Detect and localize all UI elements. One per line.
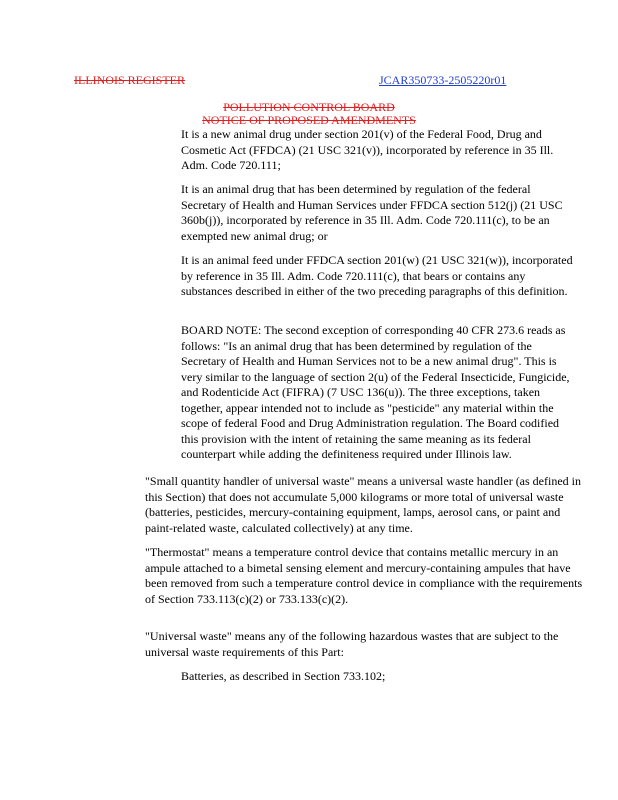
paragraph-exempted-animal-drug: It is an animal drug that has been determined by regulation of the federal Secretary of Health and Human Services under FFDCA section 512(j) (21 USC 360b(j)), incorporated by reference in 35 Ill. Adm. Code 720.111(c), to be an exempted new animal drug; or [181, 182, 563, 243]
register-header: ILLINOIS REGISTER [74, 73, 185, 87]
notice-title: NOTICE OF PROPOSED AMENDMENTS [202, 113, 416, 127]
paragraph-new-animal-drug: It is a new animal drug under section 201(v) of the Federal Food, Drug and Cosmetic Act (FFDCA) (21 USC 321(v)), incorporated by reference in 35 Ill. Adm. Code 720.111; [181, 127, 554, 172]
list-item-batteries: Batteries, as described in Section 733.102; [181, 669, 386, 683]
paragraph-animal-feed: It is an animal feed under FFDCA section 201(w) (21 USC 321(w)), incorporated by reference in 35 Ill. Adm. Code 720.111(c), that bears or contains any substances described in either of the two preceding paragraphs of this definition. [181, 253, 573, 298]
board-note: BOARD NOTE: The second exception of corresponding 40 CFR 273.6 reads as follows: "Is an animal drug that has been determined by regulation of the Secretary of Health and Human Services not to be a new animal drug". This is very similar to the language of section 2(u) of the Federal Insecticide, Fungicide, and Rodenticide Act (FIFRA) (7 USC 136(u)). The three exceptions, taken together, appear intended not to include as "pesticide" any material within the scope of federal Food and Drug Administration regulation. The Board codified this provision with the intent of retaining the same meaning as its federal counterpart while adding the definiteness required under Illinois law. [181, 323, 570, 461]
agency-title: POLLUTION CONTROL BOARD [223, 100, 395, 114]
definition-small-quantity-handler: "Small quantity handler of universal waste" means a universal waste handler (as defined in this Section) that does not accumulate 5,000 kilograms or more total of universal waste (batteries, pesticides, mercury-containing equipment, lamps, aerosol cans, or paint and paint-related waste, calculated collectively) at any time. [145, 474, 581, 535]
definition-thermostat: "Thermostat" means a temperature control device that contains metallic mercury in an ampule attached to a bimetal sensing element and mercury-containing ampules that have been removed from such a temperature control device in compliance with the requirements of Section 733.113(c)(2) or 733.133(c)(2). [145, 545, 583, 606]
definition-universal-waste: "Universal waste" means any of the following hazardous wastes that are subject to the universal waste requirements of this Part: [145, 629, 559, 659]
jcar-reference: JCAR350733-2505220r01 [379, 73, 507, 87]
